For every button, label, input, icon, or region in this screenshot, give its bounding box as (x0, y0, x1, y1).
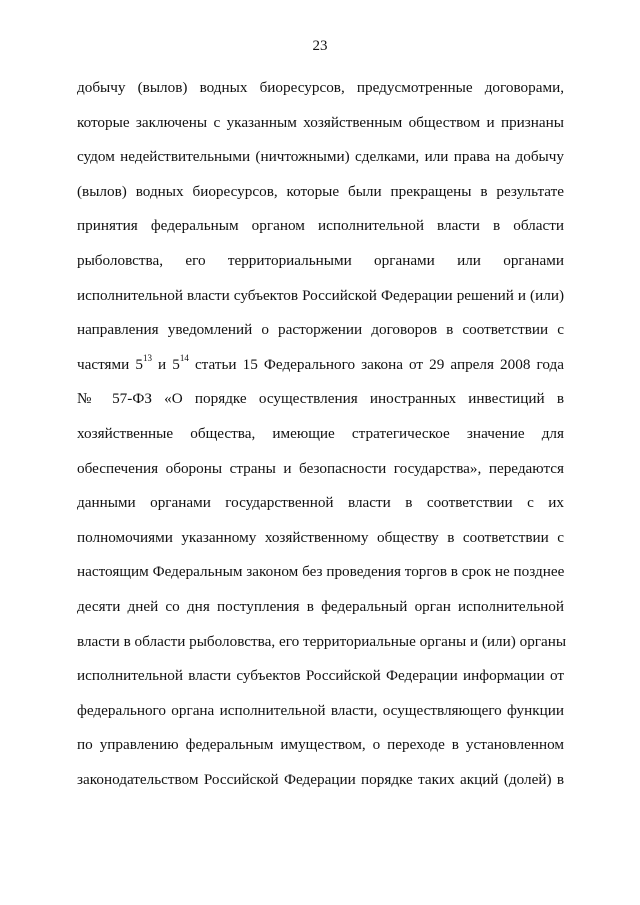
text-line: исполнительной власти субъектов Российской Федерации решений и (или) (77, 286, 564, 304)
superscript: 14 (179, 352, 189, 363)
text-line: законодательством Российской Федерации порядке таких акций (долей) в (77, 770, 564, 788)
text-line: принятия федеральным органом исполнительной власти в области (77, 217, 564, 235)
text-line-with-superscripts (77, 352, 564, 390)
superscript: 13 (142, 352, 152, 363)
text-line: рыболовства, его территориальными органами или органами (77, 251, 564, 269)
line-part: и 5 (151, 355, 180, 373)
text-line: обеспечения обороны страны и безопасности государства», передаются (77, 459, 564, 477)
text-line: исполнительной власти субъектов Российской Федерации информации от (77, 667, 564, 685)
text-line: федерального органа исполнительной власти, осуществляющего функции (77, 701, 564, 719)
text-line: по управлению федеральным имуществом, о переходе в установленном (77, 736, 564, 754)
line-part: статьи 15 Федерального закона от 29 апреля 2008 года (188, 355, 564, 373)
text-line: которые заключены с указанным хозяйственным обществом и признаны (77, 113, 564, 131)
text-line: настоящим Федеральным законом без проведения торгов в срок не позднее (77, 563, 565, 581)
document-body (77, 78, 567, 804)
text-line: власти в области рыболовства, его территориальные органы и (или) органы (77, 632, 567, 650)
text-line: данными органами государственной власти в соответствии с их (77, 494, 564, 512)
text-line: хозяйственные общества, имеющие стратегическое значение для (77, 424, 564, 442)
page-number: 23 (312, 38, 328, 54)
text-line: добычу (вылов) водных биоресурсов, предусмотренные договорами, (77, 79, 564, 96)
text-line: полномочиями указанному хозяйственному обществу в соответствии с (77, 528, 564, 546)
text-line: № 57-ФЗ «О порядке осуществления иностранных инвестиций в (77, 390, 564, 408)
text-line: (вылов) водных биоресурсов, которые были прекращены в результате (77, 182, 564, 200)
text-line: судом недействительными (ничтожными) сделками, или права на добычу (77, 148, 564, 166)
text-line: направления уведомлений о расторжении договоров в соответствии с (77, 321, 564, 339)
text-line: десяти дней со дня поступления в федеральный орган исполнительной (77, 597, 564, 615)
line-part: частями 5 (77, 355, 143, 373)
